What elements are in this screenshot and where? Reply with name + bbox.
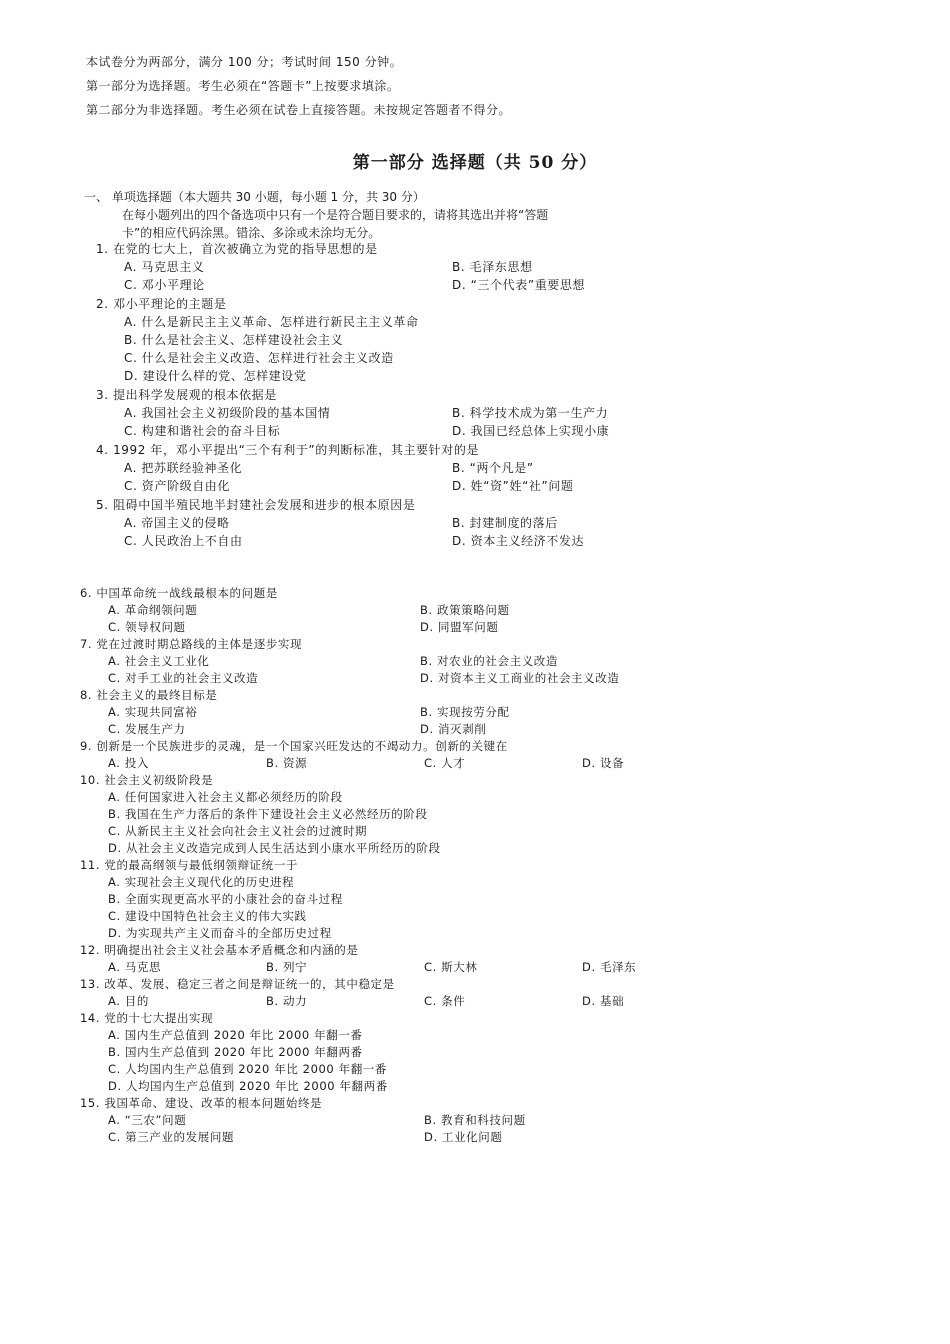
option-b: B. 我国在生产力落后的条件下建设社会主义必然经历的阶段 (108, 807, 428, 821)
option-b: B. 全面实现更高水平的小康社会的奋斗过程 (108, 892, 343, 906)
question-11 (80, 857, 508, 942)
section-instruction: 在每小题列出的四个备选项中只有一个是符合题目要求的，请将其选出并将“答题 (122, 208, 549, 222)
option-c: C. 第三产业的发展问题 (108, 1130, 235, 1144)
option-c: C. 人才 (424, 756, 466, 770)
question-10 (80, 772, 508, 857)
question-9 (80, 738, 625, 772)
option-a: A. 把苏联经验神圣化 (124, 461, 243, 475)
question-14 (80, 1010, 508, 1095)
question-stem: 12. 明确提出社会主义社会基本矛盾概念和内涵的是 (80, 943, 359, 957)
option-d: D. 工业化问题 (424, 1130, 503, 1144)
option-d: D. 为实现共产主义而奋斗的全部历史过程 (108, 926, 332, 940)
question-stem: 11. 党的最高纲领与最低纲领辩证统一于 (80, 858, 298, 872)
option-c: C. 构建和谐社会的奋斗目标 (124, 424, 281, 438)
question-stem: 13. 改革、发展、稳定三者之间是辩证统一的，其中稳定是 (80, 977, 395, 991)
section-instruction: 卡”的相应代码涂黑。错涂、多涂或未涂均无分。 (122, 226, 381, 240)
question-stem: 9. 创新是一个民族进步的灵魂，是一个国家兴旺发达的不竭动力。创新的关键在 (80, 739, 508, 753)
question-stem: 10. 社会主义初级阶段是 (80, 773, 214, 787)
option-c: C. 什么是社会主义改造、怎样进行社会主义改造 (124, 351, 394, 365)
instruction-line: 第一部分为选择题。考生必须在“答题卡”上按要求填涂。 (86, 79, 400, 93)
section-header (84, 188, 548, 242)
question-15 (80, 1095, 526, 1146)
option-b: B. “两个凡是” (452, 461, 534, 475)
option-a: A. 社会主义工业化 (108, 654, 210, 668)
option-b: B. 封建制度的落后 (452, 516, 558, 530)
question-stem: 1. 在党的七大上，首次被确立为党的指导思想的是 (96, 242, 378, 256)
question-stem: 3. 提出科学发展观的根本依据是 (96, 388, 277, 402)
question-block-upper (96, 240, 610, 550)
question-2 (96, 295, 479, 386)
option-a: A. 目的 (108, 994, 149, 1008)
option-b: B. 实现按劳分配 (420, 705, 510, 719)
option-a: A. 投入 (108, 756, 149, 770)
question-5 (96, 496, 585, 550)
question-stem: 8. 社会主义的最终目标是 (80, 688, 218, 702)
option-c: C. 邓小平理论 (124, 278, 205, 292)
question-3 (96, 386, 610, 441)
option-a: A. 任何国家进入社会主义都必须经历的阶段 (108, 790, 343, 804)
option-b: B. 资源 (266, 756, 308, 770)
question-stem: 2. 邓小平理论的主题是 (96, 297, 227, 311)
instruction-line: 第二部分为非选择题。考生必须在试卷上直接答题。未按规定答题者不得分。 (86, 103, 512, 117)
option-c: C. 发展生产力 (108, 722, 186, 736)
option-d: D. 毛泽东 (582, 960, 637, 974)
option-b: B. 对农业的社会主义改造 (420, 654, 558, 668)
option-c: C. 斯大林 (424, 960, 478, 974)
option-a: A. 革命纲领问题 (108, 603, 198, 617)
question-stem: 14. 党的十七大提出实现 (80, 1011, 214, 1025)
section-heading: 一、 单项选择题（本大题共 30 小题，每小题 1 分，共 30 分） (84, 190, 425, 204)
option-d: D. 资本主义经济不发达 (452, 534, 585, 548)
option-d: D. 我国已经总体上实现小康 (452, 424, 610, 438)
option-b: B. 列宁 (266, 960, 308, 974)
question-stem: 5. 阻碍中国半殖民地半封建社会发展和进步的根本原因是 (96, 498, 416, 512)
option-d: D. 对资本主义工商业的社会主义改造 (420, 671, 620, 685)
question-stem: 6. 中国革命统一战线最根本的问题是 (80, 586, 278, 600)
option-a: A. 实现社会主义现代化的历史进程 (108, 875, 295, 889)
option-a: A. 马克思主义 (124, 260, 205, 274)
option-a: A. 马克思 (108, 960, 162, 974)
question-1 (96, 240, 586, 295)
option-c: C. 建设中国特色社会主义的伟大实践 (108, 909, 307, 923)
question-7 (80, 636, 620, 687)
question-4 (96, 441, 574, 496)
option-b: B. 国内生产总值到 2020 年比 2000 年翻两番 (108, 1045, 363, 1059)
option-c: C. 人民政治上不自由 (124, 534, 243, 548)
option-d: D. 姓“资”姓“社”问题 (452, 479, 574, 493)
option-d: D. 从社会主义改造完成到人民生活达到小康水平所经历的阶段 (108, 841, 441, 855)
option-b: B. 政策策略问题 (420, 603, 510, 617)
option-d: D. 建设什么样的党、怎样建设党 (124, 369, 307, 383)
option-c: C. 条件 (424, 994, 466, 1008)
option-b: B. 科学技术成为第一生产力 (452, 406, 609, 420)
option-a: A. 什么是新民主主义革命、怎样进行新民主主义革命 (124, 315, 419, 329)
option-d: D. 人均国内生产总值到 2020 年比 2000 年翻两番 (108, 1079, 388, 1093)
question-8 (80, 687, 508, 738)
option-d: D. 基础 (582, 994, 625, 1008)
option-c: C. 对手工业的社会主义改造 (108, 671, 259, 685)
option-c: C. 资产阶级自由化 (124, 479, 231, 493)
option-b: B. 什么是社会主义、怎样建设社会主义 (124, 333, 344, 347)
option-c: C. 从新民主主义社会向社会主义社会的过渡时期 (108, 824, 368, 838)
option-b: B. 毛泽东思想 (452, 260, 533, 274)
question-6 (80, 585, 508, 636)
option-b: B. 动力 (266, 994, 308, 1008)
option-b: B. 教育和科技问题 (424, 1113, 526, 1127)
option-a: A. 实现共同富裕 (108, 705, 198, 719)
question-block-lower (80, 585, 637, 1146)
option-d: D. 消灭剥削 (420, 722, 487, 736)
option-a: A. 帝国主义的侵略 (124, 516, 230, 530)
question-stem: 4. 1992 年，邓小平提出“三个有利于”的判断标准，其主要针对的是 (96, 443, 480, 457)
question-12 (80, 942, 637, 976)
exam-instructions (86, 50, 511, 122)
question-stem: 15. 我国革命、建设、改革的根本问题始终是 (80, 1096, 323, 1110)
option-a: A. “三农”问题 (108, 1113, 187, 1127)
part-title: 第一部分 选择题（共 50 分） (352, 153, 598, 173)
option-c: C. 人均国内生产总值到 2020 年比 2000 年翻一番 (108, 1062, 387, 1076)
option-d: D. 设备 (582, 756, 625, 770)
option-d: D. 同盟军问题 (420, 620, 499, 634)
option-a: A. 国内生产总值到 2020 年比 2000 年翻一番 (108, 1028, 363, 1042)
question-stem: 7. 党在过渡时期总路线的主体是逐步实现 (80, 637, 303, 651)
instruction-line: 本试卷分为两部分，满分 100 分；考试时间 150 分钟。 (86, 55, 403, 69)
question-13 (80, 976, 625, 1010)
option-a: A. 我国社会主义初级阶段的基本国情 (124, 406, 331, 420)
option-d: D. “三个代表”重要思想 (452, 278, 586, 292)
option-c: C. 领导权问题 (108, 620, 186, 634)
